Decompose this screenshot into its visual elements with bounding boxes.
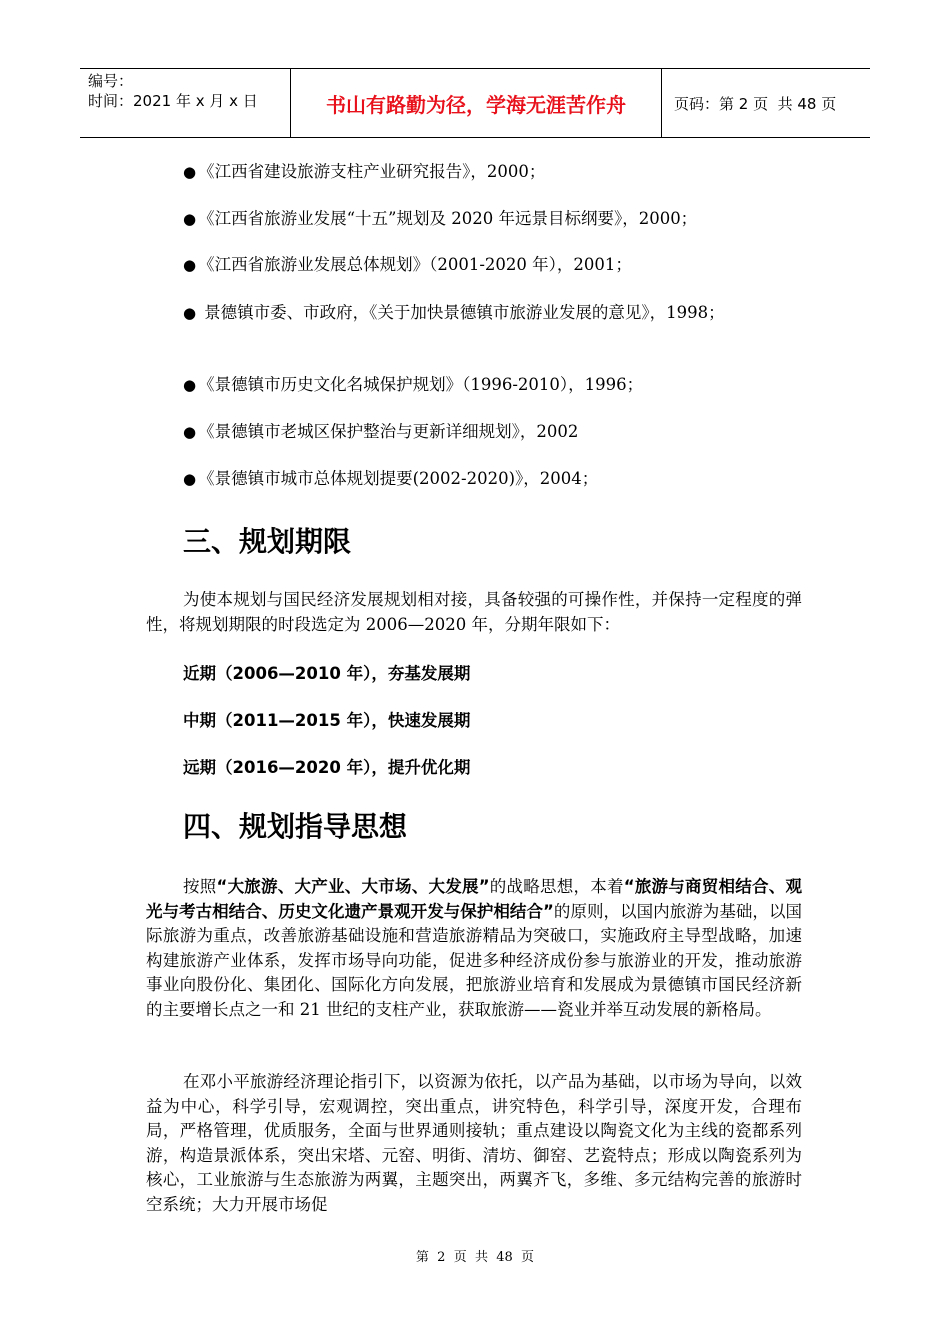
bullet-icon: ● xyxy=(183,376,197,394)
section-title-guiding-ideology: 四、规划指导思想 xyxy=(183,810,408,843)
p1-text-b: 的战略思想，本着 xyxy=(489,877,624,896)
page-info-text: 页码：第 2 页 共 48 页 xyxy=(674,94,837,113)
guiding-ideology-paragraph-1 xyxy=(146,875,802,1023)
page-footer: 第 2 页 共 48 页 xyxy=(415,1250,535,1265)
header-meta xyxy=(80,69,291,137)
p1-strategy-emphasis: “大旅游、大产业、大市场、大发展” xyxy=(216,877,490,896)
p1-text-c: 的原则，以国内旅游为基础，以国际旅游为重点，改善旅游基础设施和营造旅游精品为突破口，实施政府主导型战略，加速构建旅游产业体系，发挥市场导向功能，促进多种经济成份参与旅游业的开发，推动旅游事业向股份化、集团化、国际化方向发展，把旅游业培育和发展成为景德镇市国民经济新的主要增长点之一和 21 世纪的支柱产业，获取旅游——瓷业并举互动发展的新格局。 xyxy=(146,901,802,1019)
reference-text: 《景德镇市老城区保护整治与更新详细规划》，2002 xyxy=(198,422,579,441)
document-date: 时间：2021 年 x 月 x 日 xyxy=(88,92,258,110)
reference-text: 《江西省建设旅游支柱产业研究报告》，2000； xyxy=(198,162,546,181)
bullet-icon: ● xyxy=(183,470,197,488)
reference-item xyxy=(183,466,598,492)
header-motto: 书山有路勤为径，学海无涯苦作舟 xyxy=(291,69,662,137)
section-title-planning-period: 三、规划期限 xyxy=(183,525,352,558)
phase-mid-term: 中期（2011—2015 年），快速发展期 xyxy=(183,711,471,730)
page-header xyxy=(80,68,870,138)
p1-text-a: 按照 xyxy=(183,877,217,896)
document-number-label: 编号： xyxy=(88,72,134,90)
reference-item xyxy=(146,300,806,326)
reference-text: 景德镇市委、市政府，《关于加快景德镇市旅游业发展的意见》，1998； xyxy=(204,303,725,322)
reference-item xyxy=(183,159,545,185)
bullet-icon: ● xyxy=(183,256,197,274)
reference-item xyxy=(183,372,643,398)
reference-text: 《江西省旅游业发展“十五”规划及 2020 年远景目标纲要》，2000； xyxy=(198,209,698,228)
reference-text: 《江西省旅游业发展总体规划》（2001-2020 年），2001； xyxy=(198,255,632,274)
reference-text: 《景德镇市城市总体规划提要(2002-2020)》，2004； xyxy=(198,469,599,488)
p1-principle-emphasis: “旅游与商贸相结合、观光与考古相结合、历史文化遗产景观开发与保护相结合” xyxy=(146,877,802,921)
reference-item xyxy=(183,419,578,445)
guiding-ideology-paragraph-2: 在邓小平旅游经济理论指引下，以资源为依托，以产品为基础，以市场为导向，以效益为中心，科学引导，宏观调控，突出重点，讲究特色，科学引导，深度开发，合理布局，严格管理，优质服务，全面与世界通则接轨；重点建设以陶瓷文化为主线的瓷都系列游，构造景派体系，突出宋塔、元窑、明街、清坊、御窑、艺瓷特点；形成以陶瓷系列为核心，工业旅游与生态旅游为两翼，主题突出，两翼齐飞，多维、多元结构完善的旅游时空系统；大力开展市场促 xyxy=(146,1072,802,1214)
reference-text: 《景德镇市历史文化名城保护规划》（1996-2010），1996； xyxy=(198,375,644,394)
phase-near-term: 近期（2006—2010 年），夯基发展期 xyxy=(183,664,471,683)
bullet-icon: ● xyxy=(183,210,197,228)
bullet-icon: ● xyxy=(183,304,197,322)
header-page-info xyxy=(662,69,870,137)
bullet-icon: ● xyxy=(183,163,197,181)
bullet-icon: ● xyxy=(183,423,197,441)
phase-long-term: 远期（2016—2020 年），提升优化期 xyxy=(183,758,471,777)
planning-period-intro: 为使本规划与国民经济发展规划相对接，具备较强的可操作性，并保持一定程度的弹性，将规划期限的时段选定为 2006—2020 年，分期年限如下： xyxy=(146,590,802,634)
reference-item xyxy=(183,252,632,278)
reference-item xyxy=(183,206,697,232)
